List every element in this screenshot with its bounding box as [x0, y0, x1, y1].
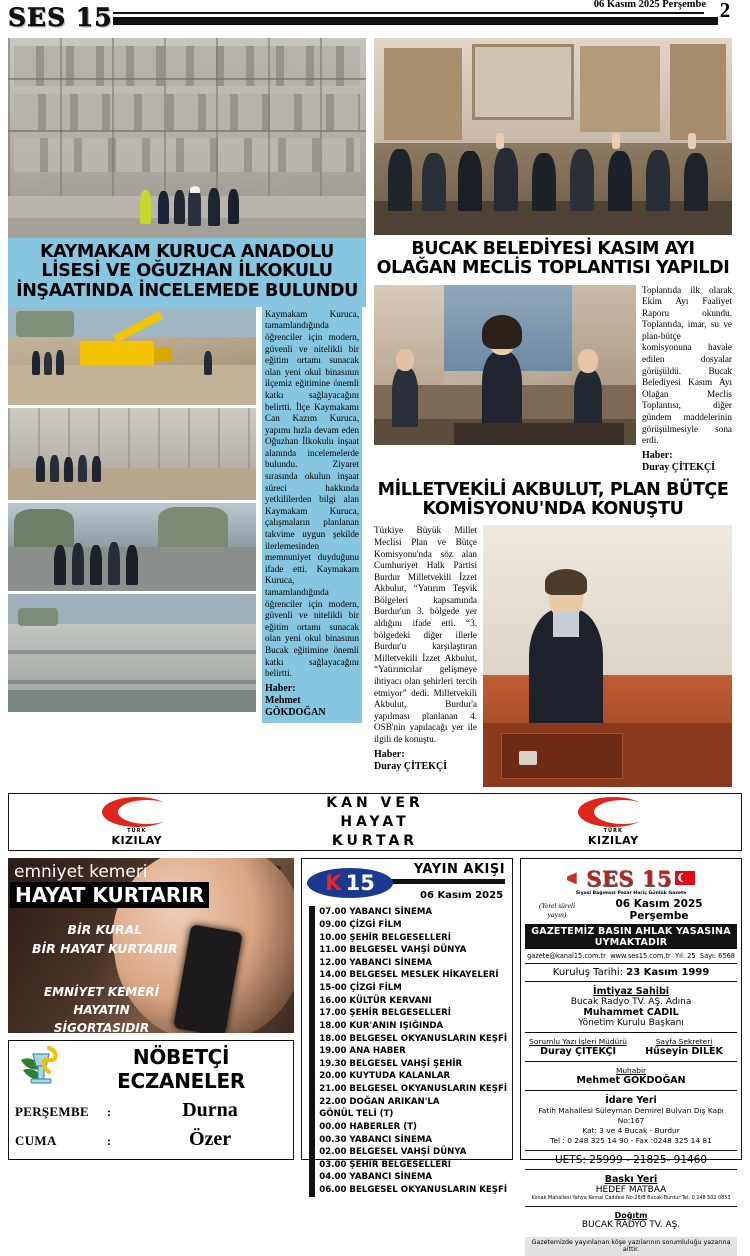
seatbelt-ad-line-2: HAYAT KURTARIR [10, 882, 209, 908]
pharmacy-day: CUMA [15, 1133, 57, 1149]
tv-list-item: 18.00 BELGESEL OKYANUSLARIN KEŞFİ [319, 1033, 508, 1044]
pharmacy-name: Özer [188, 1128, 232, 1151]
tv-list-item: 07.00 YABANCI SİNEMA [319, 907, 433, 918]
tv-list-item: 15-00 ÇİZGİ FİLM [319, 983, 402, 994]
story-mp-text [374, 525, 477, 787]
imprint-founded-date: 23 Kasım 1999 [626, 967, 710, 979]
officials-group-photo [8, 503, 256, 591]
story-mp-headline: MİLLETVEKİLİ AKBULUT, PLAN BÜTÇE KOMİSYONU'NDA KONUŞTU [377, 479, 729, 520]
tv-list-item: 00.00 HABERLER (T) [319, 1121, 417, 1132]
kizilay-slogan-line-1: KAN VER [326, 794, 424, 811]
tv-schedule-title: YAYIN AKIŞI [413, 862, 506, 878]
tv-list-item: GÖNÜL TELİ (T) [319, 1109, 394, 1120]
imprint-staff-row [525, 1033, 737, 1062]
main-columns [8, 38, 742, 787]
tv-list-item: 18.00 KUR'ANIN IŞIĞINDA [319, 1020, 444, 1031]
pharmacy-header [15, 1045, 287, 1093]
imprint-owner-company: Bucak Radyo TV. AŞ. Adına [570, 997, 692, 1008]
imprint-uets: UETS: 25999 - 21825- 91460 [554, 1154, 708, 1167]
channel-k15-logo [307, 868, 393, 898]
newspaper-logo: SES 15 [8, 3, 113, 32]
tv-list-item: 21.00 BELGESEL OKYANUSLARIN KEŞFİ [319, 1084, 508, 1095]
kizilay-blood-donation-ad [8, 793, 742, 851]
tv-list-item: 09.00 ÇİZGİ FİLM [319, 919, 402, 930]
pharmacy-separator: : [107, 1134, 111, 1149]
story-left-byline [265, 683, 359, 719]
imprint-address-label: İdare Yeri [605, 1095, 657, 1107]
tv-list-item: 02.00 BELGESEL VAHŞİ DÜNYA [319, 1147, 467, 1158]
tv-list-item: 22.00 DOĞAN ARIKAN'LA [319, 1096, 440, 1107]
kizilay-logo-left [91, 797, 183, 847]
byline-name: Duray ÇİTEKÇİ [642, 461, 716, 473]
seatbelt-ad-line-3: BİR KURAL [67, 922, 143, 938]
story-left-content [8, 307, 366, 723]
story-mp-body: Türkiye Büyük Millet Meclisi Plan ve Bütçe Komisyonu'nda söz alan Cumhuriyet Halk Partisi Burdur Milletvekili İzzet Akbulut, “Yatırım Teşvik Bölgeleri kapsamında Burdur'un 3. bölgede yer aldığını ifade etti. “3. bölgedeki diğer illerle Burdur'u karşılaştıran Milletvekili İzzet Akbulut, “Yatırımcılar gelişmeye ihtiyacı olan şehirleri tercih etmiyor” dedi. Milletvekili Akbulut, Burdur'a yapılması planlanan 4. OSB'nin yapılacağı yer ile ilgili de konuştu. [374, 525, 477, 744]
bottom-left-column [8, 858, 294, 1160]
parliament-podium-speech-photo [483, 525, 732, 787]
imprint-founded-row [525, 964, 737, 982]
imprint-reporter-label: Muhabir [616, 1066, 647, 1076]
story-council-content [374, 285, 732, 474]
imprint-press-section [525, 1169, 737, 1206]
imprint-issue: Sayı: 6568 [699, 952, 735, 961]
tv-list-item: 00.30 YABANCI SİNEMA [319, 1134, 433, 1145]
imprint-editor-block [525, 1037, 631, 1057]
imprint-column [520, 858, 742, 1254]
imprint-disclaimer: Gazetemizde yayınlanan köşe yazılarının sorumluluğu yazarına aittir. [525, 1237, 737, 1256]
seatbelt-ad-line-4: BİR HAYAT KURTARIR [32, 941, 178, 957]
megaphone-icon [567, 872, 583, 884]
pharmacy-bowl-of-hygieia-icon [15, 1046, 69, 1092]
officials-walking-site-photo [8, 408, 256, 500]
imprint-box [520, 858, 742, 1254]
tv-list-item: 17.00 ŞEHİR BELGESELLERİ [319, 1008, 452, 1019]
story-left-photos [8, 307, 256, 723]
seatbelt-ad-rule [32, 921, 178, 959]
imprint-periodicity: (Yerel süreli yayın) [539, 901, 576, 920]
pharmacy-title: NÖBETÇİ ECZANELER [117, 1045, 245, 1094]
story-council-headline: BUCAK BELEDİYESİ KASIM AYI OLAĞAN MECLİS TOPLANTISI YAPILDI [376, 239, 730, 279]
imprint-email[interactable]: gazete@kanal15.com.tr [527, 952, 606, 961]
byline-label: Haber: [265, 682, 296, 694]
tv-list-item: 16.00 KÜLTÜR KERVANI [319, 995, 432, 1006]
imprint-page-editor-name: Hüseyin DİLEK [645, 1046, 723, 1058]
pharmacy-day: PERŞEMBE [15, 1104, 89, 1120]
pharmacy-name: Durna [182, 1099, 238, 1122]
tv-list-item: 10.00 ŞEHİR BELGESELLERİ [319, 932, 452, 943]
story-council-body: Toplantıda ilk olarak Ekim Ayı Faaliyet Raporu okundu. Toplantıda, imar, su ve plan-bütçe komisyonuna havale edilen dosyalar görüşüldü. Bucak Belediyesi Kasım Ayı Olağan Meclis Toplantısı, diğer gündem maddelerinin görüşülmesiyle sona erdi. [642, 284, 732, 446]
byline-label: Haber: [374, 748, 405, 760]
imprint-address-section [525, 1091, 737, 1151]
excavator-site-photo [8, 307, 256, 405]
byline-name: Duray ÇİTEKÇİ [374, 760, 448, 772]
tv-header-rule [377, 879, 505, 884]
pharmacy-row [15, 1099, 287, 1122]
seatbelt-ad-tagline [14, 983, 189, 1033]
tv-list-item: 06.00 BELGESEL OKYANUSLARIN KEŞFİ [319, 1185, 508, 1196]
tv-list-spine [309, 906, 315, 1196]
tv-schedule-box [301, 858, 513, 1196]
story-left-headline: KAYMAKAM KURUCA ANADOLU LİSESİ VE OĞUZHAN İLKOKULU İNŞAATINDA İNCELEMEDE BULUNDU [8, 238, 366, 307]
seatbelt-ad-line-5: EMNİYET KEMERİ HAYATIN [43, 985, 160, 1018]
right-column [374, 38, 732, 787]
kizilay-brand-top: TÜRK [603, 828, 623, 835]
story-council-byline [642, 450, 732, 474]
byline-name-first: Mehmet [265, 694, 301, 706]
seatbelt-ad-line-1: emniyet kemeri [14, 862, 148, 883]
imprint-owner-title: Yönetim Kurulu Başkanı [578, 1018, 684, 1029]
duty-pharmacies-box [8, 1040, 294, 1160]
imprint-hosting-name: BUCAK RADYO TV. AŞ. [581, 1219, 681, 1230]
story-mp-content [374, 525, 732, 787]
imprint-address-line-2: Kat: 3 ve 4 Bucak - Burdur [582, 1126, 680, 1136]
imprint-ethics-band: GAZETEMİZ BASIN AHLAK YASASINA UYMAKTADIR [525, 924, 737, 949]
kizilay-brand-name: KIZILAY [587, 834, 639, 848]
pharmacy-row [15, 1128, 287, 1151]
header-date: 06 Kasım 2025 Perşembe [593, 0, 706, 10]
kizilay-logo-right [567, 797, 659, 847]
red-crescent-icon [578, 797, 648, 827]
story-left-text [262, 307, 362, 723]
imprint-address-line-1: Fatih Mahallesi Süleyman Demirel Bulvarı Dış Kapı No:167 [538, 1106, 724, 1126]
imprint-website[interactable]: www.ses15.com.tr [610, 952, 671, 961]
imprint-page-editor-label: Sayfa Sekreteri [655, 1037, 713, 1047]
channel-letter: K [325, 871, 342, 896]
left-column [8, 38, 366, 787]
tv-schedule-header [307, 862, 507, 906]
tv-list-item: 11.00 BELGESEL VAHŞİ DÜNYA [319, 945, 467, 956]
tv-list-item: 20.00 KUYTUDA KALANLAR [319, 1071, 451, 1082]
tv-list-item: 19.30 BELGESEL VAHŞİ ŞEHİR [319, 1058, 463, 1069]
imprint-logo-tagline: Siyasi Bağımsız Pazar Hariç Günlük Gazete [575, 891, 687, 897]
header-rule [113, 0, 742, 34]
imprint-hosting-section [525, 1207, 737, 1234]
story-mp-photo-wrap [483, 525, 732, 787]
imprint-reporter-section [525, 1062, 737, 1091]
tv-schedule-column [301, 858, 513, 1196]
imprint-press-name: HEDEF MATBAA [595, 1185, 667, 1196]
imprint-editor-label: Sorumlu Yazı İşleri Müdürü [529, 1037, 627, 1047]
tv-list-item: 03.00 ŞEHİR BELGESELLERİ [319, 1159, 452, 1170]
imprint-hosting-label: Doğıtm [614, 1210, 648, 1220]
tv-schedule-list [319, 906, 507, 1196]
pharmacy-separator: : [107, 1105, 111, 1120]
kizilay-brand-top: TÜRK [127, 828, 147, 835]
kizilay-slogan [326, 794, 423, 851]
imprint-owner-name: Muhammet CADIL [583, 1007, 679, 1019]
tv-list-item: 19.00 ANA HABER [319, 1046, 406, 1057]
imprint-founded-label: Kuruluş Tarihi: [552, 967, 624, 979]
school-construction-inspection-photo [8, 38, 366, 238]
kizilay-slogan-line-3: KURTAR [331, 832, 419, 849]
page-header [8, 0, 742, 34]
imprint-contact-row [525, 949, 737, 964]
story-left-body: Kaymakam Kuruca, tamamlandığında öğrenciler için modern, güvenli ve nitelikli bir eğitim ortamı sunacak olan yeni okul binasının ilçemiz eğitimine önemli katkı sağlayacağını belirtti. İlçe Kaymakamı Can Kazım Kuruca, yapımı hızla devam eden Oğuzhan İlkokulu inşaat alanında incelemelerde bulundu. Ziyaret sırasında okulun inşaat süreci hakkında yetkililerden bilgi alan Kaymakam Kuruca, çalışmaların planlanan takvime uygun şekilde ilerlemesinden memnuniyet duyduğunu ifade etti. Kaymakam Kuruca, tamamlandığında öğrenciler için modern, güvenli ve nitelikli bir eğitim ortamı sunacak olan yeni okul binasının Bucak eğitimine önemli katkı sağlayacağını belirtti. [265, 308, 359, 679]
imprint-date: 06 Kasım 2025 Perşembe [615, 898, 703, 923]
imprint-editor-name: Duray ÇİTEKÇİ [540, 1046, 616, 1058]
turkish-flag-icon [675, 871, 695, 885]
imprint-owner-label: İmtiyaz Sahibi [593, 986, 670, 998]
tv-list-item: 12.00 YABANCI SİNEMA [319, 957, 433, 968]
bottom-row [8, 858, 742, 1254]
imprint-year: Yıl: 25 [675, 952, 696, 961]
header-rule-thick [113, 17, 718, 25]
tv-list-item: 14.00 BELGESEL MESLEK HİKAYELERİ [319, 970, 499, 981]
red-crescent-icon [102, 797, 172, 827]
channel-number: 15 [345, 871, 375, 896]
kizilay-slogan-line-2: HAYAT [340, 813, 410, 830]
imprint-page-editor-block [631, 1037, 737, 1057]
foundation-wall-photo [8, 594, 256, 712]
tv-list-item: 04.00 YABANCI SİNEMA [319, 1172, 433, 1183]
byline-label: Haber: [642, 449, 673, 461]
seatbelt-ad-line-6: SİGORTASIDIR [53, 1021, 150, 1034]
imprint-press-label: Baskı Yeri [604, 1174, 658, 1186]
council-speaker-photo [374, 285, 636, 445]
story-council-text [642, 285, 732, 474]
council-meeting-vote-photo [374, 38, 732, 235]
seatbelt-safety-ad [8, 858, 294, 1033]
imprint-press-address: Konak Mahallesi Yahya Kemal Caddesi No:26/B Bucak-Burdur Tel: 0 248 502 0853 [531, 1195, 731, 1202]
kizilay-brand-name: KIZILAY [111, 834, 163, 848]
tv-schedule-date: 06 Kasım 2025 [420, 890, 504, 902]
imprint-reporter-name: Mehmet GÖKDOĞAN [576, 1075, 686, 1087]
tv-schedule-list-wrap [307, 906, 507, 1196]
page-number: 2 [719, 0, 731, 22]
imprint-owner-section [525, 982, 737, 1033]
header-rule-thin [113, 12, 704, 14]
imprint-address-line-3: Tel : 0 248 325 14 90 - Fax :0248 325 14 81 [550, 1136, 712, 1146]
byline-name-last: GÖKDOĞAN [265, 706, 326, 718]
imprint-date-row [525, 896, 737, 924]
story-council-photo-wrap [374, 285, 636, 474]
imprint-logo-text: SES 15 [586, 865, 672, 891]
story-mp-byline [374, 749, 477, 773]
